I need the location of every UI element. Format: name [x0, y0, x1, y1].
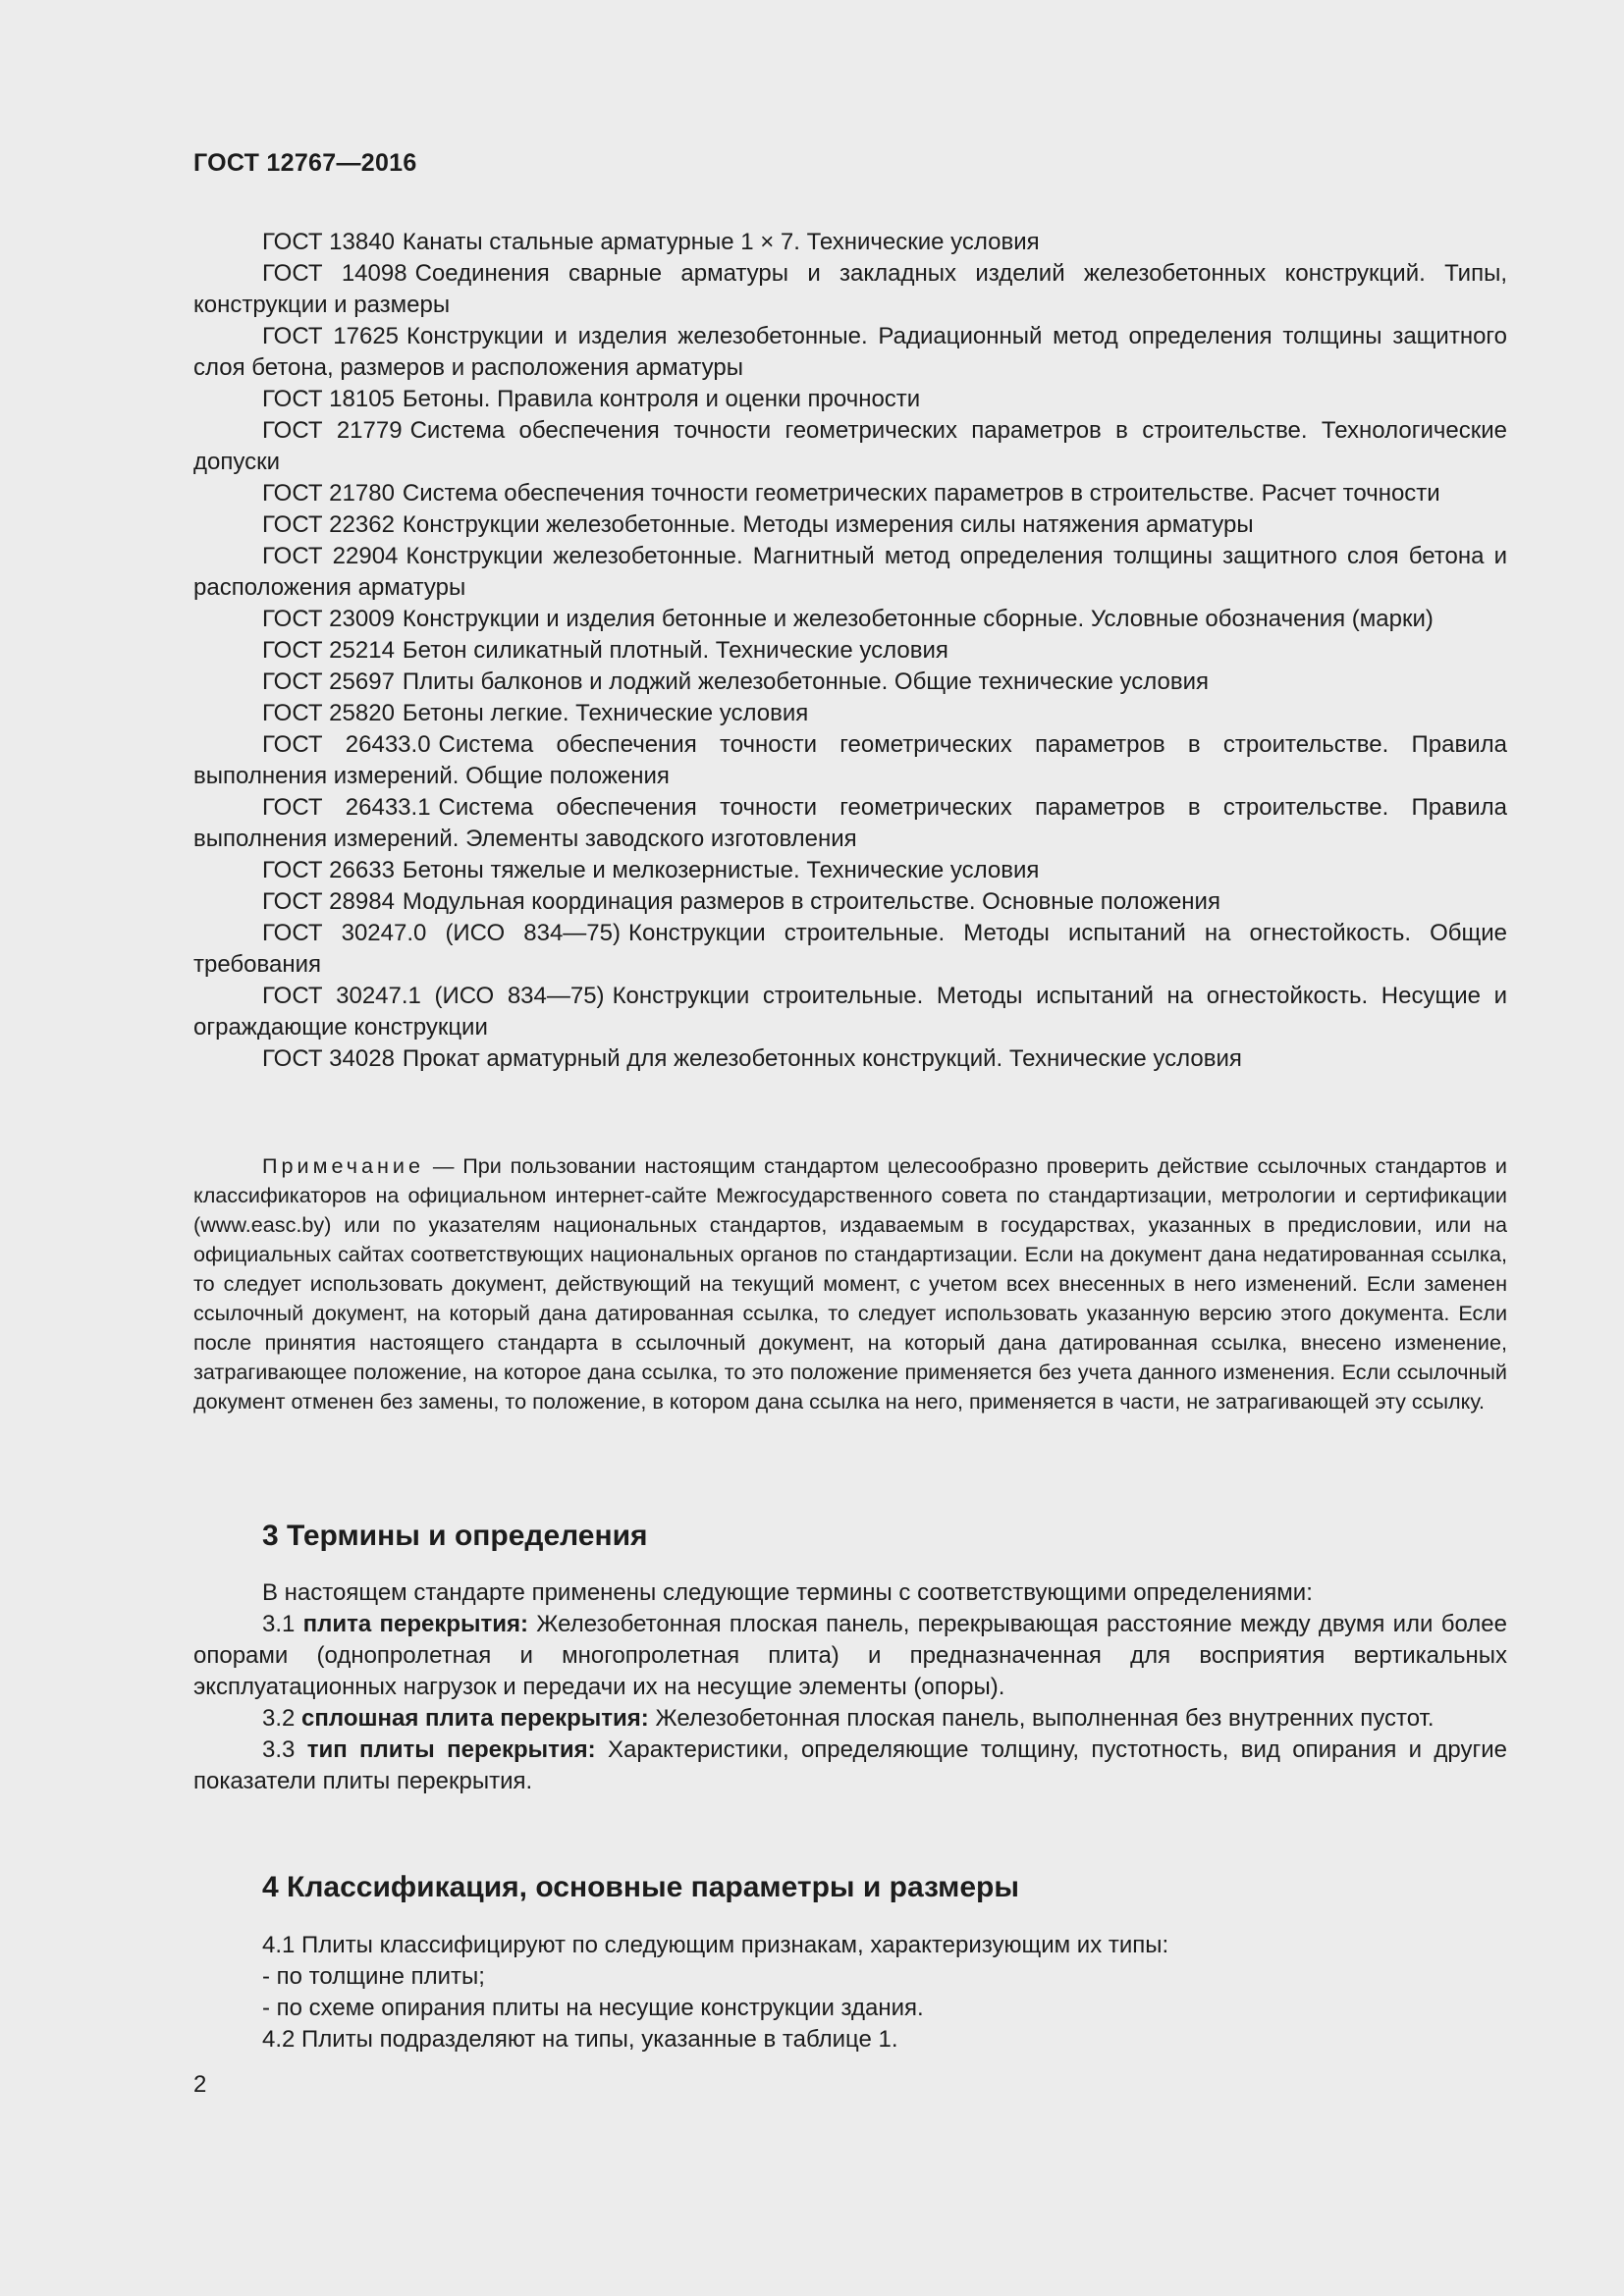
- section-4-line: 4.1 Плиты классифицируют по следующим признакам, характеризующим их типы:: [262, 1932, 1169, 1958]
- note-text: — При пользовании настоящим стандартом целесообразно проверить действие ссылочных стандартов и классификаторов на официальном интернет-сайте Межгосударственного совета по стандартизации, метрологии и сертификации (www.easc.by) или по указателям национальных стандартов, издаваемым в государствах, указанных в предисловии, или на официальных сайтах соответствующих национальных органов по стандартизации. Если на документ дана недатированная ссылка, то следует использовать документ, действующий на текущий момент, с учетом всех внесенных в него изменений. Если заменен ссылочный документ, на который дана датированная ссылка, то следует использовать указанную версию этого документа. Если после принятия настоящего стандарта в ссылочный документ, на который дана датированная ссылка, внесено изменение, затрагивающее положение, на которое дана ссылка, то это положение применяется без учета данного изменения. Если ссылочный документ отменен без замены, то положение, в котором дана ссылка на него, применяется в части, не затрагивающей эту ссылку.: [193, 1153, 1507, 1414]
- reference-title: Система обеспечения точности геометрических параметров в строительстве. Технологические допуски: [193, 417, 1507, 475]
- reference-code: ГОСТ 34028: [262, 1045, 395, 1072]
- reference-item: [193, 478, 1507, 509]
- reference-code: ГОСТ 30247.1 (ИСО 834—75): [262, 983, 605, 1009]
- section-3-intro: В настоящем стандарте применены следующие термины с соответствующими определениями:: [262, 1579, 1313, 1606]
- term-number: 3.1: [262, 1611, 296, 1637]
- reference-code: ГОСТ 26433.0: [262, 731, 431, 758]
- term-definition: [193, 1735, 1507, 1797]
- page-number: 2: [193, 2071, 207, 2098]
- reference-code: ГОСТ 22904: [262, 543, 399, 569]
- term-definition: [193, 1609, 1507, 1703]
- section-4-line: - по схеме опирания плиты на несущие конструкции здания.: [262, 1995, 924, 2021]
- reference-item: [193, 604, 1507, 635]
- term-definition: [193, 1703, 1507, 1735]
- reference-code: ГОСТ 18105: [262, 386, 395, 412]
- section-4-line: 4.2 Плиты подразделяют на типы, указанные в таблице 1.: [262, 2026, 898, 2053]
- reference-item: [193, 886, 1507, 918]
- section-4-title: 4 Классификация, основные параметры и размеры: [262, 1871, 1020, 1903]
- reference-title: Бетоны. Правила контроля и оценки прочности: [402, 386, 921, 412]
- term-name: сплошная плита перекрытия:: [301, 1705, 649, 1732]
- reference-code: ГОСТ 22362: [262, 511, 395, 538]
- reference-item: [193, 415, 1507, 478]
- reference-title: Конструкции железобетонные. Магнитный метод определения толщины защитного слоя бетона и расположения арматуры: [193, 543, 1507, 601]
- term-number: 3.2: [262, 1705, 296, 1732]
- reference-item: [193, 981, 1507, 1043]
- reference-item: [193, 635, 1507, 667]
- reference-title: Конструкции и изделия железобетонные. Радиационный метод определения толщины защитного слоя бетона, размеров и расположения арматуры: [193, 323, 1507, 381]
- term-text: Железобетонная плоская панель, выполненная без внутренних пустот.: [655, 1705, 1435, 1732]
- reference-item: [193, 384, 1507, 415]
- reference-item: [193, 729, 1507, 792]
- section-4-line: - по толщине плиты;: [262, 1963, 485, 1990]
- reference-code: ГОСТ 25697: [262, 668, 395, 695]
- section-3-title: 3 Термины и определения: [262, 1520, 648, 1552]
- reference-code: ГОСТ 28984: [262, 888, 395, 915]
- reference-title: Система обеспечения точности геометрических параметров в строительстве. Правила выполнения измерений. Общие положения: [193, 731, 1507, 789]
- term-name: тип плиты перекрытия:: [306, 1736, 596, 1763]
- reference-item: [193, 698, 1507, 729]
- section-4-body: [193, 1930, 1507, 2056]
- reference-code: ГОСТ 23009: [262, 606, 395, 632]
- section-3-body: [193, 1577, 1507, 1797]
- reference-code: ГОСТ 21780: [262, 480, 395, 507]
- reference-item: [193, 227, 1507, 258]
- reference-item: [193, 321, 1507, 384]
- reference-item: [193, 792, 1507, 855]
- reference-title: Конструкции строительные. Методы испытаний на огнестойкость. Несущие и ограждающие конструкции: [193, 983, 1508, 1041]
- note-paragraph: [193, 1151, 1507, 1416]
- reference-code: ГОСТ 30247.0 (ИСО 834—75): [262, 920, 621, 946]
- term-text: Железобетонная плоская панель, перекрывающая расстояние между двумя или более опорами (однопролетная и многопролетная плита) и предназначенная для восприятия вертикальных эксплуатационных нагрузок и передачи их на несущие элементы (опоры).: [193, 1611, 1507, 1700]
- document-header: ГОСТ 12767—2016: [193, 149, 417, 177]
- reference-title: Конструкции строительные. Методы испытаний на огнестойкость. Общие требования: [193, 920, 1507, 978]
- reference-title: Модульная координация размеров в строительстве. Основные положения: [402, 888, 1220, 915]
- note-block: [193, 1151, 1507, 1416]
- reference-code: ГОСТ 21779: [262, 417, 403, 444]
- term-number: 3.3: [262, 1736, 296, 1763]
- reference-item: [193, 258, 1507, 321]
- reference-code: ГОСТ 17625: [262, 323, 400, 349]
- reference-item: [193, 541, 1507, 604]
- term-name: плита перекрытия:: [302, 1611, 529, 1637]
- term-text: Характеристики, определяющие толщину, пустотность, вид опирания и другие показатели плиты перекрытия.: [193, 1736, 1508, 1794]
- reference-title: Прокат арматурный для железобетонных конструкций. Технические условия: [402, 1045, 1242, 1072]
- reference-title: Бетон силикатный плотный. Технические условия: [402, 637, 948, 664]
- reference-title: Бетоны тяжелые и мелкозернистые. Технические условия: [402, 857, 1040, 883]
- reference-item: [193, 509, 1507, 541]
- reference-item: [193, 667, 1507, 698]
- reference-code: ГОСТ 14098: [262, 260, 407, 287]
- normative-references: [193, 227, 1507, 1075]
- note-label: Примечание: [262, 1153, 424, 1178]
- reference-title: Соединения сварные арматуры и закладных изделий железобетонных конструкций. Типы, конструкции и размеры: [193, 260, 1508, 318]
- reference-title: Плиты балконов и лоджий железобетонные. Общие технические условия: [402, 668, 1209, 695]
- reference-code: ГОСТ 26633: [262, 857, 395, 883]
- reference-title: Бетоны легкие. Технические условия: [402, 700, 809, 726]
- terms-list: [193, 1609, 1507, 1797]
- reference-title: Система обеспечения точности геометрических параметров в строительстве. Правила выполнения измерений. Элементы заводского изготовления: [193, 794, 1507, 852]
- reference-title: Система обеспечения точности геометрических параметров в строительстве. Расчет точности: [402, 480, 1440, 507]
- reference-code: ГОСТ 26433.1: [262, 794, 431, 821]
- reference-item: [193, 855, 1507, 886]
- reference-code: ГОСТ 25214: [262, 637, 395, 664]
- reference-item: [193, 1043, 1507, 1075]
- reference-code: ГОСТ 13840: [262, 229, 395, 255]
- reference-title: Конструкции и изделия бетонные и железобетонные сборные. Условные обозначения (марки): [402, 606, 1434, 632]
- reference-title: Конструкции железобетонные. Методы измерения силы натяжения арматуры: [402, 511, 1254, 538]
- reference-code: ГОСТ 25820: [262, 700, 395, 726]
- reference-title: Канаты стальные арматурные 1 × 7. Технические условия: [402, 229, 1040, 255]
- reference-item: [193, 918, 1507, 981]
